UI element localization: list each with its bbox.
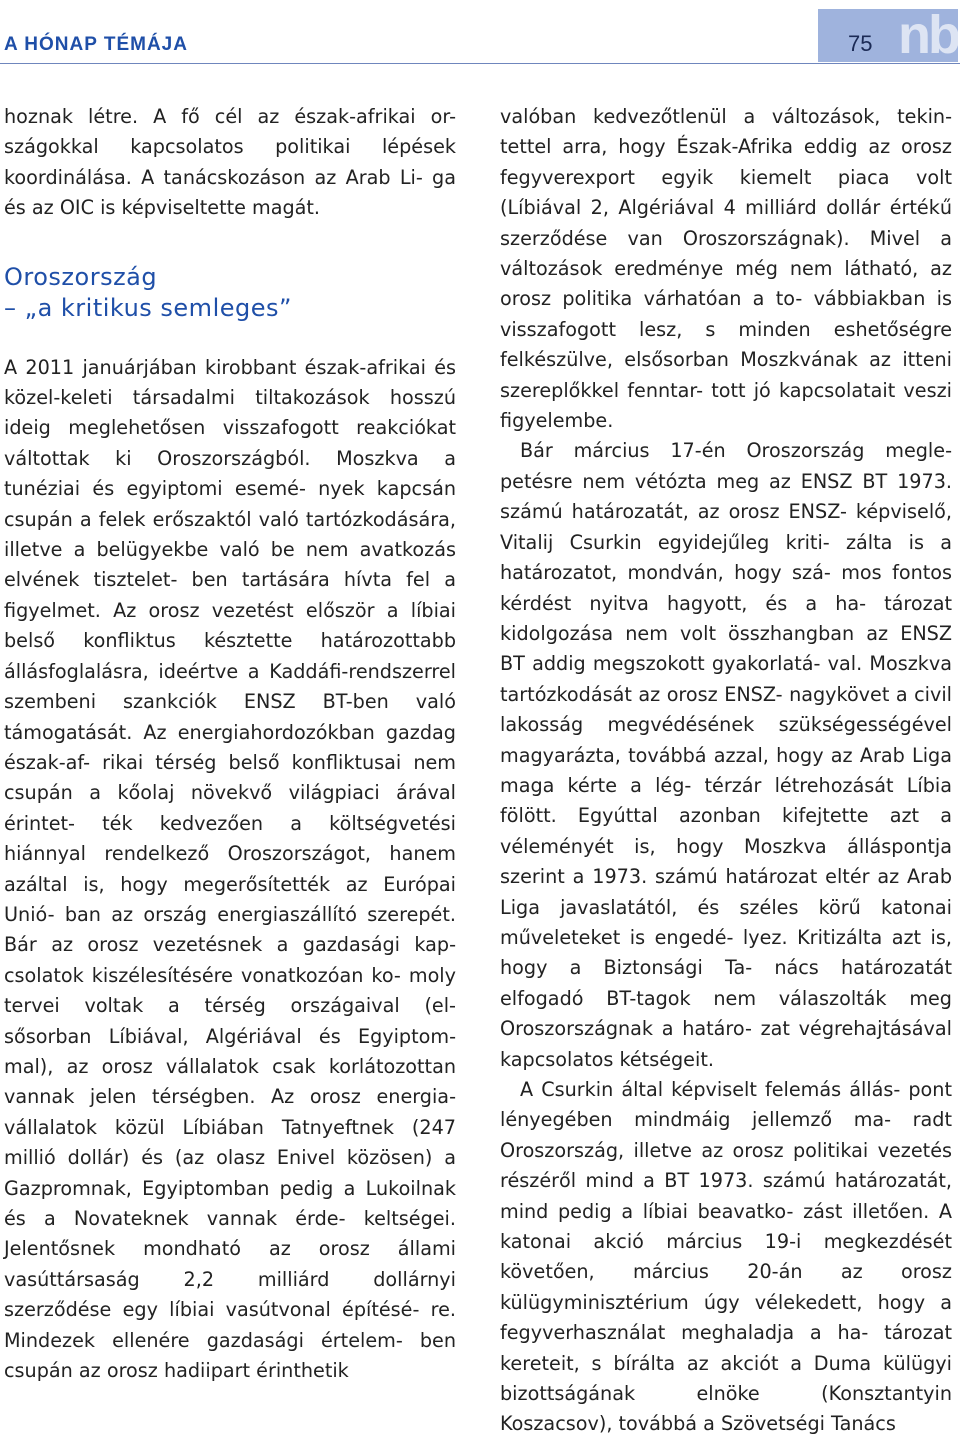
left-paragraph-1: hoznak létre. A fő cél az észak-afrikai or- szágokkal kapcsolatos politikai lépések koordinálása. A tanácskozáson az Arab Li- ga és az OIC is képviseltette magát. [4, 105, 456, 220]
section-heading [4, 262, 456, 324]
publication-logo: nb [898, 9, 958, 62]
right-column [500, 102, 952, 1440]
section-title: A HÓNAP TÉMÁJA [4, 34, 188, 55]
heading-line-1: Oroszország [4, 262, 158, 291]
page-number: 75 [848, 31, 873, 56]
page-number-box [818, 9, 958, 62]
right-paragraph-1: valóban kedvezőtlenül a változások, tekin- tettel arra, hogy Észak-Afrika eddig az orosz fegyverexport egyik kiemelt piaca volt (Líbiával 2, Algériával 4 milliárd dollár értékű szerződése van Oroszországnak). Mivel a változások eredménye még nem látható, az orosz politika várhatóan a to- vábbiakban is visszafogott lesz, s minden eshetőségre felkészülve, elsősorban Moszkvának az itteni szereplőkkel fenntar- tott jó kapcsolatait veszi figyelembe. [500, 105, 952, 433]
right-paragraph-2: Bár március 17-én Oroszország megle- petésre nem vétózta meg az ENSZ BT 1973. számú határozatát, az orosz ENSZ- képviselő, Vitalij Csurkin egyidejűleg kriti- zálta is a határozatot, mondván, hogy szá- mos fontos kérdést nyitva hagyott, és a ha- tározat kidolgozása nem volt összhangban az ENSZ BT addig megszokott gyakorlatá- val. Moszkva tartózkodását az orosz ENSZ- nagykövet a civil lakosság megvédésének szükségességével magyarázta, továbbá azzal, hogy az Arab Liga maga kérte a lég- térzár létrehozását Líbia fölött. Egyúttal azonban kifejtette azt a véleményét is, hogy Moszkva álláspontja szerint a 1973. számú határozat eltér az Arab Liga javaslatától, és széles körű katonai műveleteket is engedé- lyez. Kritizálta azt is, hogy a Biztonsági Ta- nács határozatát elfogadó BT-tagok nem válaszolták meg Oroszországnak a határo- zat végrehajtásával kapcsolatos kétségeit. [500, 439, 952, 1071]
left-column [4, 102, 456, 1386]
right-paragraph-3: A Csurkin által képviselt felemás állás- pont lényegében mindmáig jellemző ma- radt Oroszország, illetve az orosz politikai vezetés részéről mind a BT 1973. számú határozatát, mind pedig a líbiai beavatko- zást illetően. A katonai akció március 19-i megkezdését követően, március 20-án az orosz külügyminisztérium úgy vélekedett, hogy a fegyverhasználat meghaladja a ha- tározat kereteit, s bírálta az akciót a Duma külügyi bizottságának elnöke (Konsztantyin Koszacsov), továbbá a Szövetségi Tanács [500, 1078, 952, 1436]
left-paragraph-2: A 2011 januárjában kirobbant észak-afrikai és közel-keleti társadalmi tiltakozások hosszú ideig meglehetősen visszafogott reakciókat váltottak ki Oroszországból. Moszkva a tunéziai és egyiptomi esemé- nyek kapcsán csupán a felek erőszaktól való tartózkodására, illetve a belügyekbe való be nem avatkozás elvének tisztelet- ben tartására hívta fel a figyelmet. Az orosz vezetést először a líbiai belső konfliktus késztette határozottabb állásfoglalásra, ideértve a Kaddáfi-rendszerrel szembeni szankciók ENSZ BT-ben való támogatását. Az energiahordozókban gazdag észak-af- rikai térség belső konfliktusai nem csupán a kőolaj növekvő világpiaci árával érintet- ték kedvezően a költségvetési hiánnyal rendelkező Oroszországot, hanem azáltal is, hogy megerősítették az Európai Unió- ban az ország energiaszállító szerepét. Bár az orosz vezetésnek a gazdasági kap- csolatok kiszélesítésére vonatkozóan ko- moly tervei voltak a térség országaival (el- sősorban Líbiával, Algériával és Egyiptom- mal), az orosz vállalatok csak korlátozottan vannak jelen térségben. Az orosz energia- vállalatok közül Líbiában Tatnyeftnek (247 millió dollár) és (az olasz Enivel közösen) a Gazpromnak, Egyiptomban pedig a Lukoilnak és a Novateknek vannak érde- keltségei. Jelentősnek mondható az orosz állami vasúttársaság 2,2 milliárd dollárnyi szerződése egy líbiai vasútvonal építésé- re. Mindezek ellenére gazdasági értelem- ben csupán az orosz hadiipart érinthetik [4, 355, 456, 1383]
heading-line-2: – „a kritikus semleges” [4, 293, 292, 322]
header-divider [0, 63, 960, 64]
